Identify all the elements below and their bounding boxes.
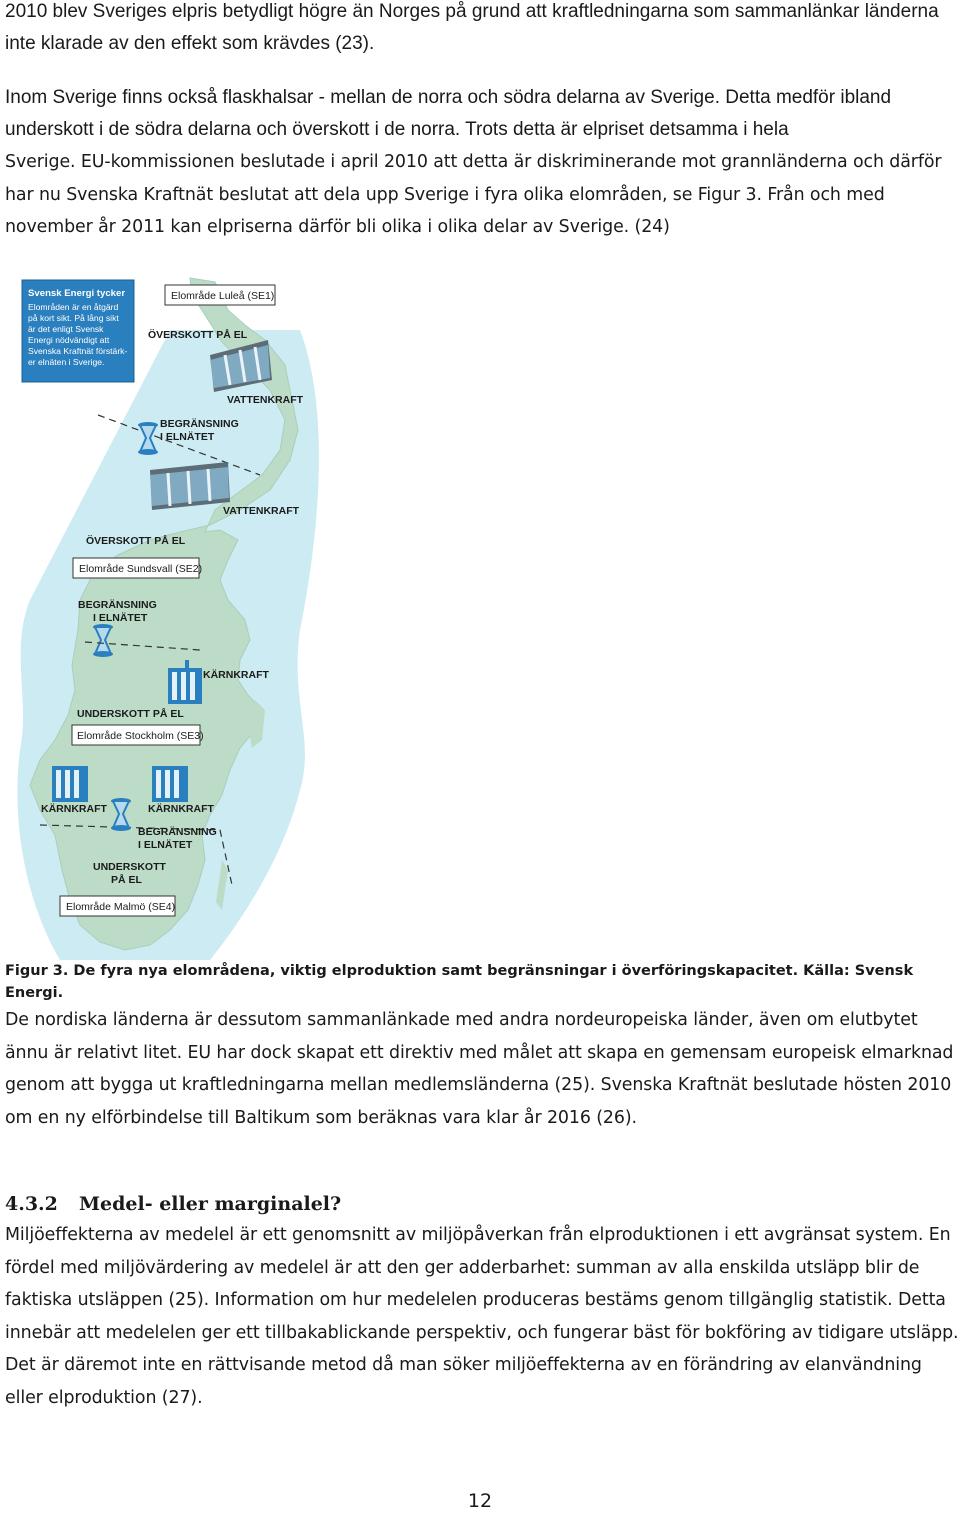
section-number: 4.3.2 [5, 1193, 58, 1215]
label-karnkraft-2: KÄRNKRAFT [41, 803, 107, 815]
info-box-title: Svensk Energi tycker [28, 288, 126, 299]
page-number: 12 [467, 1490, 493, 1512]
label-overskott-1: ÖVERSKOTT PÅ EL [148, 329, 248, 341]
info-box-line: Svenska Kraftnät förstärk- [28, 346, 128, 356]
label-begransning-2b: I ELNÄTET [93, 612, 148, 624]
label-begransning-1a: BEGRÄNSNING [160, 418, 239, 430]
paragraph-eu-kommissionen: Sverige. EU-kommissionen beslutade i april 2010 att detta är diskriminerande mot grannländerna och därför har nu Svenska Kraftnät beslutat att dela upp Sverige i fyra olika elområden, se Figur 3. Från och med november år 2011 kan elpriserna därför bli olika i olika delar av Sverige. (24) [5, 152, 942, 238]
figure-caption: Figur 3. De fyra nya elområdena, viktig elproduktion samt begränsningar i överföringskapacitet. Källa: Svensk Energi. [5, 963, 914, 1001]
paragraph-nordiska-lander: De nordiska länderna är dessutom sammanlänkade med andra nordeuropeiska länder, även om elutbytet ännu är relativt litet. EU har dock skapat ett direktiv med målet att skapa en gemensam europeisk elmarknad genom att bygga ut kraftledningarna mellan medlemsländerna (25). Svenska Kraftnät beslutade hösten 2010 om en ny elförbindelse till Baltikum som beräknas vara klar år 2016 (26). [5, 1010, 954, 1128]
hydropower-icon [150, 462, 230, 510]
area-label-se2: Elområde Sundsvall (SE2) [79, 563, 203, 575]
label-underskott-2b: PÅ EL [111, 874, 142, 886]
label-vattenkraft-2: VATTENKRAFT [223, 505, 300, 517]
paragraph-miljoeffekter: Miljöeffekterna av medelel är ett genomsnitt av miljöpåverkan från elproduktionen i ett avgränsat system. En fördel med miljövärdering av medelel är att den ger adderbarhet: summan av alla enskilda utsläpp blir de faktiska utsläppen (25). Information om hur medelelen produceras bestäms genom tillgänglig statistik. Detta innebär att medelelen ger ett tillbakablickande perspektiv, och fungerar bäst för bokföring av tidigare utsläpp. Det är däremot inte en rättvisande metod då man söker miljöeffekterna av en förändring av elanvändning eller elproduktion (27). [5, 1225, 959, 1408]
label-begransning-3b: I ELNÄTET [138, 839, 193, 851]
label-vattenkraft-1: VATTENKRAFT [227, 394, 304, 406]
label-begransning-2a: BEGRÄNSNING [78, 599, 157, 611]
figure-sweden-map [0, 270, 330, 960]
label-underskott-1: UNDERSKOTT PÅ EL [77, 708, 184, 720]
label-underskott-2a: UNDERSKOTT [93, 861, 166, 873]
info-box-line: på kort sikt. På lång sikt [28, 313, 119, 323]
label-karnkraft-1: KÄRNKRAFT [203, 669, 269, 681]
info-box-line: Elområden är en åtgärd [28, 302, 119, 312]
paragraph-elpris-norge: 2010 blev Sveriges elpris betydligt högre än Norges på grund att kraftledningarna som sammanlänkar länderna inte klarade av den effekt som krävdes (23). [5, 1, 939, 54]
paragraph-flaskhalsar: Inom Sverige finns också flaskhalsar - mellan de norra och södra delarna av Sverige. Detta medför ibland underskott i de södra delarna och överskott i de norra. Trots detta är elpriset detsamma i hela [5, 87, 892, 140]
section-title: Medel- eller marginalel? [79, 1193, 342, 1215]
label-begransning-3a: BEGRÄNSNING [138, 826, 217, 838]
label-karnkraft-3: KÄRNKRAFT [148, 803, 214, 815]
label-overskott-2: ÖVERSKOTT PÅ EL [86, 535, 186, 547]
info-box-line: Energi nödvändigt att [28, 335, 110, 345]
area-label-se3: Elområde Stockholm (SE3) [77, 730, 204, 742]
label-begransning-1b: I ELNÄTET [160, 431, 215, 443]
sweden-map-illustration [0, 270, 330, 960]
area-label-se1: Elområde Luleå (SE1) [171, 290, 275, 302]
nuclear-plant-icon [152, 766, 188, 802]
nuclear-plant-icon [52, 766, 88, 802]
info-box-line: er elnäten i Sverige. [28, 357, 105, 367]
section-heading [5, 1190, 341, 1218]
area-label-se4: Elområde Malmö (SE4) [66, 901, 176, 913]
info-box-line: är det enligt Svensk [28, 324, 104, 334]
